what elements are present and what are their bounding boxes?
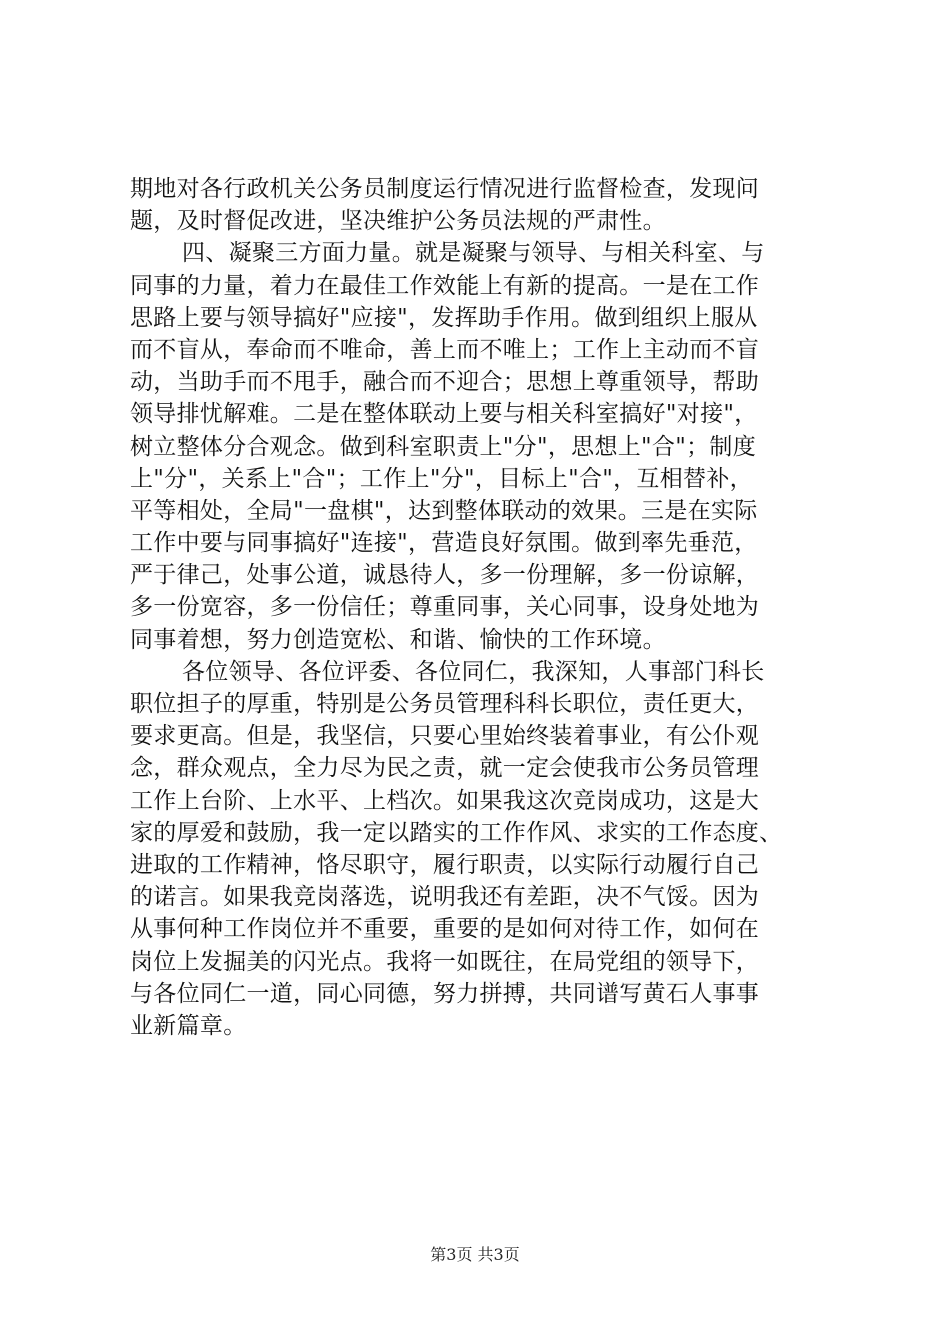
text-line: 业新篇章。 bbox=[130, 1012, 247, 1039]
text-line: 领导排忧解难。二是在整体联动上要与相关科室搞好"对接"， bbox=[130, 401, 758, 428]
text-line: 要求更高。但是，我坚信，只要心里始终装着事业，有公仆观 bbox=[130, 723, 760, 750]
text-line: 树立整体分合观念。做到科室职责上"分"，思想上"合"；制度 bbox=[130, 433, 757, 460]
text-line: 工作中要与同事搞好"连接"，营造良好氛围。做到率先垂范， bbox=[130, 530, 758, 557]
paragraph-first-line: 四、凝聚三方面力量。就是凝聚与领导、与相关科室、与 bbox=[182, 240, 765, 267]
text-line: 家的厚爱和鼓励，我一定以踏实的工作作风、求实的工作态度、 bbox=[130, 819, 783, 846]
text-line: 题，及时督促改进，坚决维护公务员法规的严肃性。 bbox=[130, 208, 666, 235]
text-line: 同事着想，努力创造宽松、和谐、愉快的工作环境。 bbox=[130, 626, 666, 653]
text-line: 工作上台阶、上水平、上档次。如果我这次竞岗成功，这是大 bbox=[130, 787, 760, 814]
text-line: 职位担子的厚重，特别是公务员管理科科长职位，责任更大， bbox=[130, 691, 760, 717]
text-line: 多一份宽容，多一份信任；尊重同事，关心同事，设身处地为 bbox=[130, 594, 760, 621]
text-line: 岗位上发掘美的闪光点。我将一如既往，在局党组的领导下， bbox=[130, 948, 760, 975]
text-line: 严于律己，处事公道，诚恳待人，多一份理解，多一份谅解， bbox=[130, 562, 760, 589]
text-line: 动，当助手而不甩手，融合而不迎合；思想上尊重领导，帮助 bbox=[130, 369, 760, 396]
paragraph-first-line: 各位领导、各位评委、各位同仁，我深知，人事部门科长 bbox=[182, 658, 765, 685]
document-body bbox=[130, 173, 830, 1042]
text-line: 思路上要与领导搞好"应接"，发挥助手作用。做到组织上服从 bbox=[130, 304, 758, 331]
text-line: 与各位同仁一道，同心同德，努力拼搏，共同谱写黄石人事事 bbox=[130, 980, 760, 1007]
text-line: 从事何种工作岗位并不重要，重要的是如何对待工作，如何在 bbox=[130, 916, 760, 943]
text-line: 平等相处，全局"一盘棋"，达到整体联动的效果。三是在实际 bbox=[130, 497, 758, 524]
text-line: 上"分"，关系上"合"；工作上"分"，目标上"合"，互相替补， bbox=[130, 465, 753, 492]
text-line: 念，群众观点，全力尽为民之责，就一定会使我市公务员管理 bbox=[130, 755, 760, 782]
page-footer: 第3页 共3页 bbox=[430, 1245, 520, 1264]
text-line: 的诺言。如果我竞岗落选，说明我还有差距，决不气馁。因为 bbox=[130, 884, 760, 911]
text-line: 进取的工作精神，恪尽职守，履行职责，以实际行动履行自己 bbox=[130, 851, 760, 878]
text-line: 期地对各行政机关公务员制度运行情况进行监督检查，发现问 bbox=[130, 176, 760, 202]
text-line: 而不盲从，奉命而不唯命，善上而不唯上；工作上主动而不盲 bbox=[130, 336, 760, 363]
text-line: 同事的力量，着力在最佳工作效能上有新的提高。一是在工作 bbox=[130, 272, 760, 299]
